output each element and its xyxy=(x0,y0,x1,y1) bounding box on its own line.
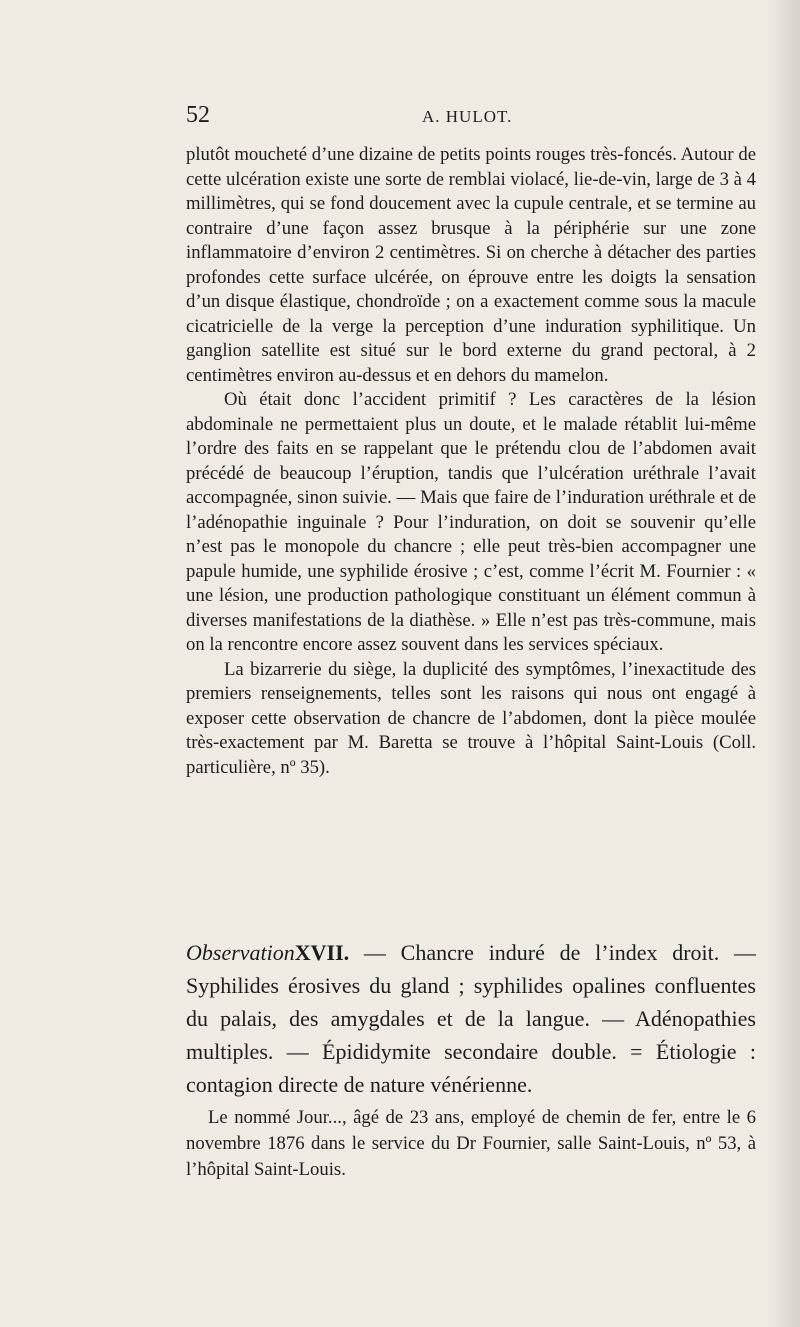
observation-label: Observation xyxy=(186,940,295,965)
paragraph-patient-entry: Le nommé Jour..., âgé de 23 ans, employé de chemin de fer, entre le 6 novembre 1876 dans le service du Dr Fournier, salle Saint-Louis, nº 53, à l’hôpital Saint-Louis. xyxy=(186,1107,756,1180)
running-head xyxy=(186,101,756,129)
observation-number: XVII. xyxy=(294,940,350,965)
paragraph-continuation: plutôt moucheté d’une dizaine de petits points rouges très-foncés. Autour de cette ulcération existe une sorte de remblai violacé, lie-de-vin, large de 3 à 4 millimètres, qui se fond doucement avec la cupule centrale, et se termine au contraire d’une façon assez brusque à la périphérie sur une zone inflammatoire d’environ 2 centimètres. Si on cherche à détacher des parties profondes cette surface ulcérée, on éprouve entre les doigts la sensation d’un disque élastique, chondroïde ; on a exactement comme sous la macule cicatricielle de la verge la perception d’une induration syphilitique. Un ganglion satellite est situé sur le bord externe du grand pectoral, à 2 centimètres environ au-dessus et en dehors du mamelon. xyxy=(186,144,756,386)
page-number: 52 xyxy=(186,102,210,128)
paragraph-reasons: La bizarrerie du siège, la duplicité des symptômes, l’inexactitude des premiers renseignements, telles sont les raisons qui nous ont engagé à exposer cette observation de chancre de l’abdomen, dont la pièce moulée très-exactement par M. Baretta se trouve à l’hôpital Saint-Louis (Coll. particulière, nº 35). xyxy=(186,658,756,778)
observation-heading xyxy=(186,936,756,1101)
observation-title: — Chancre induré de l’index droit. — Syphilides érosives du gland ; syphilides opalines confluentes du palais, des amygdales et de la langue. — Adénopathies multiples. — Épididymite secondaire double. = Étiologie : contagion directe de nature vénérienne. xyxy=(186,940,756,1097)
paragraph-primitive-accident: Où était donc l’accident primitif ? Les caractères de la lésion abdominale ne permettaient plus un doute, et le malade rétablit lui-même l’ordre des faits en se rappelant que le prétendu clou de l’abdomen avait précédé de beaucoup l’éruption, tandis que l’ulcération uréthrale l’avait accompagnée, sinon suivie. — Mais que faire de l’induration uréthrale et de l’adénopathie inguinale ? Pour l’induration, on doit se souvenir qu’elle n’est pas le monopole du chancre ; elle peut très-bien accompagner une papule humide, une syphilide érosive ; c’est, comme l’écrit M. Fournier : « une lésion, une production pathologique constituant un élément commun à diverses manifestations de la diathèse. » Elle n’est pas très-commune, mais on la rencontre encore assez souvent dans les services spéciaux. xyxy=(186,389,756,655)
running-title: A. HULOT. xyxy=(422,107,513,126)
body-text xyxy=(186,143,756,780)
